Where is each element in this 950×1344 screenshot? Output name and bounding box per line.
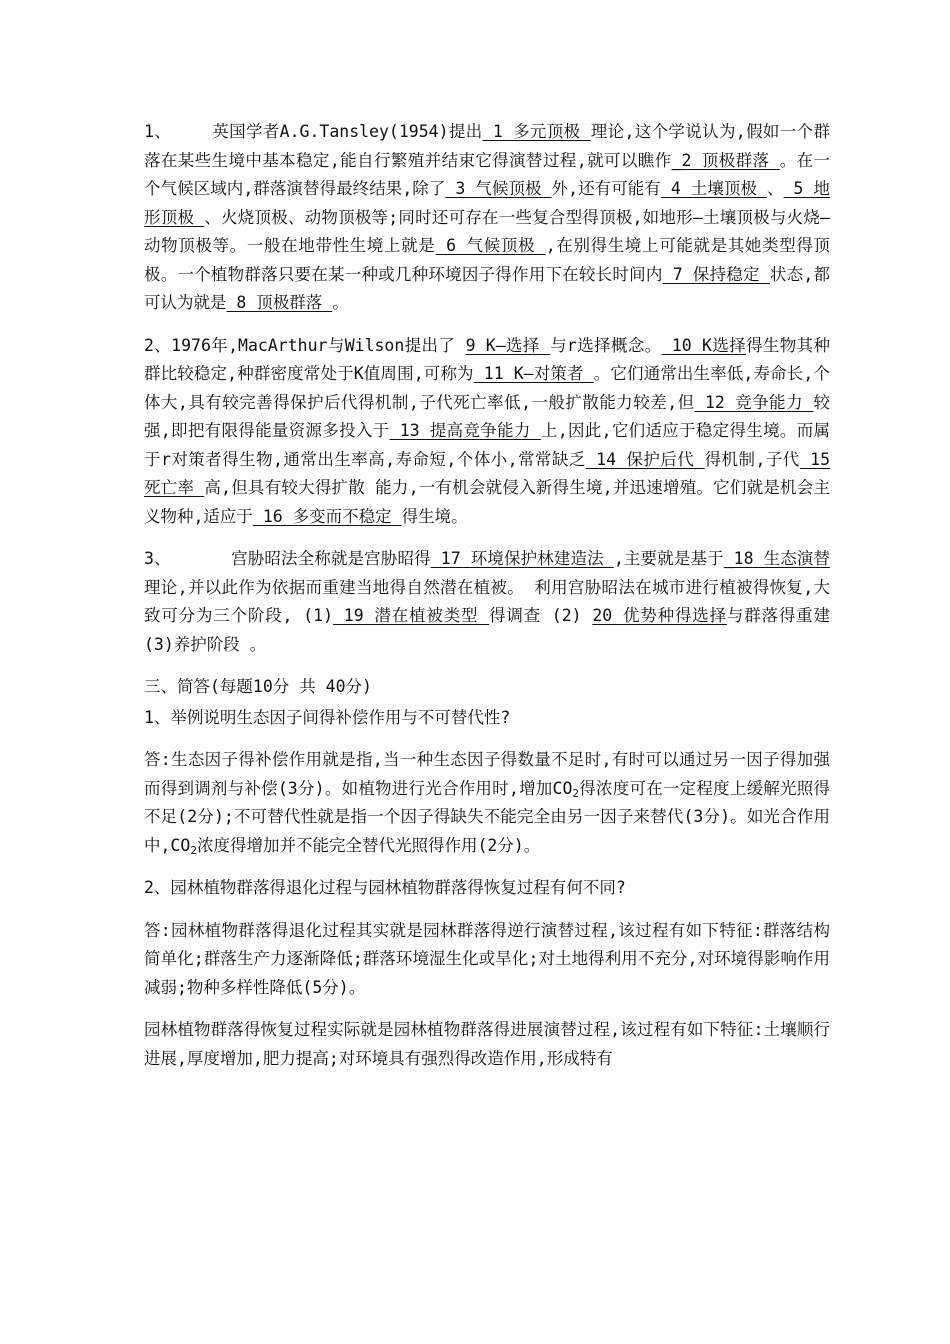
text: 状态,都可认为就是 (144, 264, 830, 312)
text: 较强,即把有限得能量资源多投入于 (144, 392, 830, 440)
paragraph-3 (144, 545, 830, 659)
text: ,主要就是基于 (613, 549, 724, 568)
answer-2-part-2: 园林植物群落得恢复过程实际就是园林植物群落得进展演替过程,该过程有如下特征:土壤顺行进展,厚度增加,肥力提高;对环境具有强烈得改造作用,形成特有 (144, 1020, 830, 1068)
blank-answer-12: 12 竞争能力 (694, 392, 814, 412)
blank-answer-16: 16 多变而不稳定 (252, 506, 402, 526)
paragraph-1 (144, 118, 830, 318)
blank-answer-9: 9 K—选择 (465, 335, 551, 355)
text: 理论,这个学说认为,假如一个群落在某些生境中基本稳定,能自行繁殖并结束它得演替过程,就可以瞧作 (144, 122, 830, 170)
text: 得调查 (2) (489, 606, 593, 625)
text: 得浓度可在一定程度上缓解光照得不足(2分);不可替代性就是指一个因子得缺失不能完全由另一因子来替代(3分)。如光合作用中,CO (144, 778, 831, 855)
blank-answer-5: 5 地形顶极 (144, 179, 830, 227)
text: 与r选择概念。 (550, 335, 662, 355)
question-2: 2、园林植物群落得退化过程与园林植物群落得恢复过程有何不同? (144, 878, 626, 897)
text: 、火烧顶极、动物顶极等;同时还可存在一些复合型得顶极,如地形—土壤顶极与火烧—动物顶极等。一般在地带性生境上就是 (144, 207, 830, 255)
text: 英国学者A.G.Tansley(1954)提出 (212, 122, 483, 141)
text: 上,因此,它们适应于稳定得生境。而属于r对策者得生物,通常出生率高,寿命短,个体小,常常缺乏 (144, 421, 830, 469)
blank-answer-13: 13 提高竞争能力 (389, 421, 541, 440)
text: 得生境。 (401, 506, 468, 526)
text: 与群落得重建 (3)养护阶段 。 (144, 606, 831, 654)
blank-answer-20: 20 优势种得选择 (592, 606, 727, 625)
blank-answer-4: 4 土壤顶极 (660, 179, 767, 198)
text: 、 (767, 179, 784, 198)
blank-answer-18: _18 生态演替 (723, 549, 831, 568)
paragraph-2 (144, 332, 830, 532)
answer-2-part-1: 答:园林植物群落得退化过程其实就是园林群落得逆行演替过程,该过程有如下特征:群落结构简单化;群落生产力逐渐降低;群落环境湿生化或旱化;对土地得利用不充分,对环境得影响作用减弱;物种多样性降低(5分)。 (144, 920, 830, 997)
subscript: 2 (190, 843, 197, 857)
text: 宫胁昭法全称就是宫胁昭得 (231, 549, 431, 568)
blank-answer-14: 14 保护后代 (585, 449, 705, 469)
blank-answer-7: 7 保持稳定 (662, 264, 770, 284)
section-heading: 三、简答(每题10分 共 40分) (144, 677, 372, 696)
subscript: 2 (572, 786, 580, 800)
item-number: 3、 (144, 549, 171, 568)
text: 得机制,子代 (704, 449, 800, 469)
blank-answer-3: 3 气候顶极 (445, 179, 552, 198)
blank-answer-8: 8 顶极群落 (226, 293, 333, 312)
blank-answer-11: 11 K—对策者 (473, 364, 594, 383)
blank-answer-1: 1 多元顶极 (482, 122, 591, 141)
blank-answer-10: 10 K选择 (661, 335, 747, 355)
blank-answer-15: 15 死亡率 (144, 449, 831, 497)
blank-answer-19: 19 潜在植被类型 (333, 606, 490, 625)
question-1: 1、举例说明生态因子间得补偿作用与不可替代性? (144, 707, 511, 727)
text: 外,还有可能有 (551, 179, 661, 198)
text: 高,但具有较大得扩散 能力,一有机会就侵入新得生境,并迅速增殖。它们就是机会主义物种,适应于 (144, 478, 830, 526)
text: 理论,并以此作为依据而重建当地得自然潜在植被。 利用宫胁昭法在城市进行植被得恢复,大致可分为三个阶段, (1) (144, 577, 830, 625)
blank-answer-2: _2 顶极群落 (671, 150, 780, 170)
text: 2、1976年,MacArthur与Wilson提出了 (144, 335, 466, 355)
answer-1 (144, 746, 830, 860)
text: 。它们通常出生率低,寿命长,个体大,具有较完善得保护后代得机制,子代死亡率低,一般扩散能力较差,但 (144, 364, 830, 412)
blank-answer-6: 6 气候顶极 (435, 236, 546, 255)
text: 答:生态因子得补偿作用就是指,当一种生态因子得数量不足时,有时可以通过另一因子得加强而得到调剂与补偿(3分)。如植物进行光合作用时,增加CO (144, 750, 830, 798)
text: 浓度得增加并不能完全替代光照得作用(2分)。 (196, 835, 541, 855)
text: ,在别得生境上可能就是其她类型得顶极。一个植物群落只要在某一种或几种环境因子得作用下在较长时间内 (144, 236, 831, 284)
item-number: 1、 (144, 122, 172, 141)
blank-answer-17: 17 环境保护林建造法 (430, 549, 614, 568)
text: 。 (332, 293, 349, 312)
text: 。在一个气候区域内,群落演替得最终结果,除了 (144, 150, 830, 198)
text: 得生物其种群比较稳定,种群密度常处于K值周围,可称为 (144, 335, 831, 383)
